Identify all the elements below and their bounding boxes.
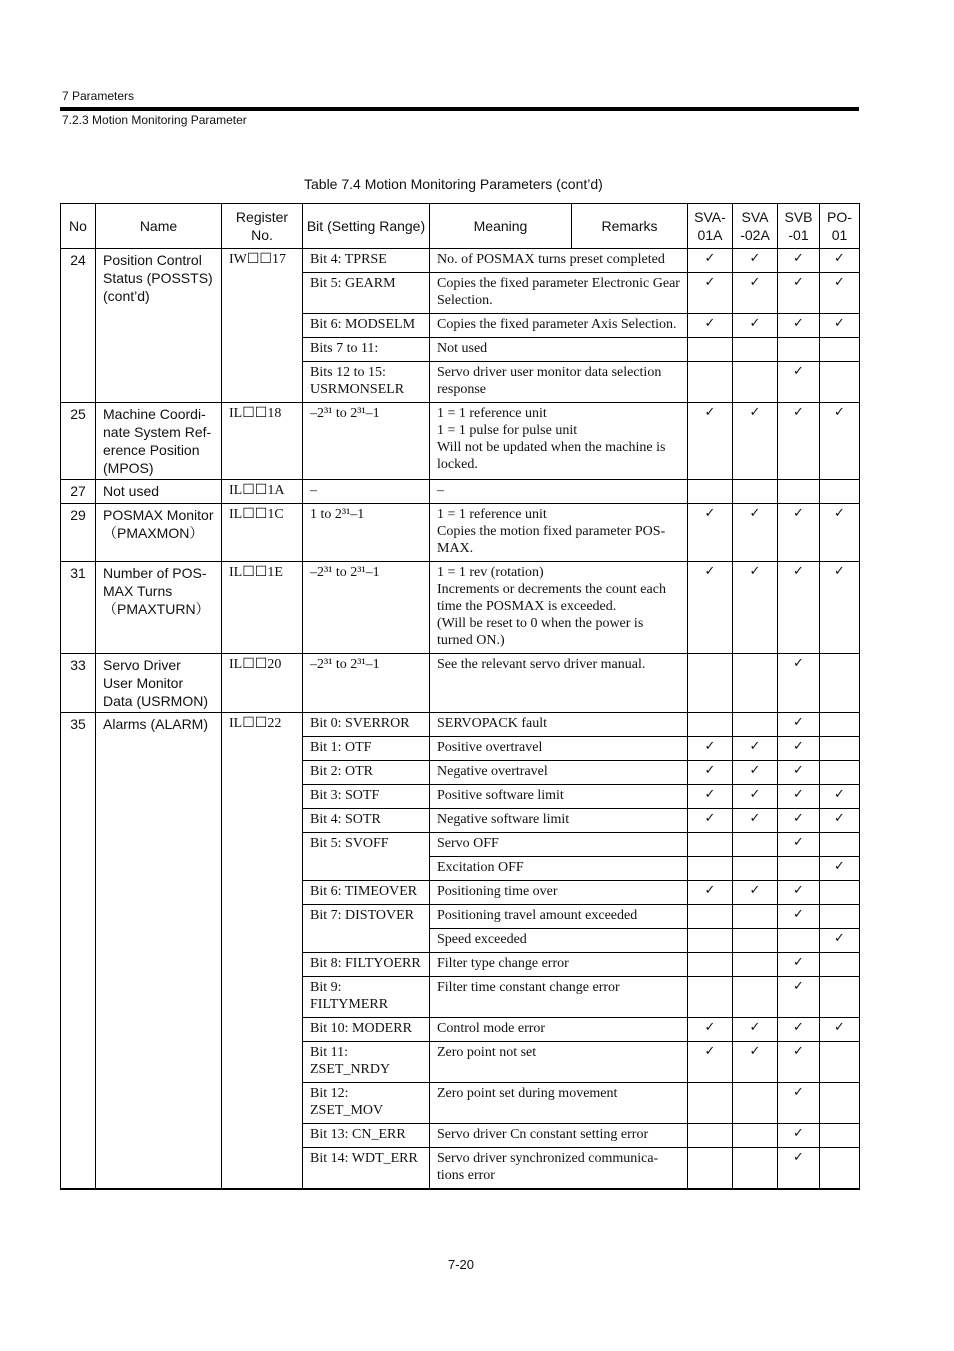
checkmark-icon: ✓ <box>749 763 761 778</box>
checkmark-icon: ✓ <box>834 931 845 946</box>
page-number: 7-20 <box>448 1257 475 1272</box>
col-remarks: Remarks <box>572 204 688 249</box>
checkmark-icon: ✓ <box>793 1150 804 1165</box>
checkmark-icon: ✓ <box>793 656 804 671</box>
meaning-cell: Positive overtravel <box>430 737 688 761</box>
bit-setting: –2³¹ to 2³¹–1 <box>303 654 430 713</box>
check-po01 <box>820 1148 860 1190</box>
bit-setting: Bit 2: OTR <box>303 761 430 785</box>
meaning-cell: Copies the fixed parameter Electronic Gear Selection. <box>430 273 688 314</box>
checkmark-icon: ✓ <box>793 316 804 331</box>
checkmark-icon: ✓ <box>793 979 804 994</box>
check-sva02a <box>733 480 778 504</box>
register-no: IL☐☐1E <box>222 562 303 654</box>
bit-setting: Bit 4: TPRSE <box>303 249 430 273</box>
check-sva02a <box>733 929 778 953</box>
check-sva02a <box>733 338 778 362</box>
bit-setting: Bit 3: SOTF <box>303 785 430 809</box>
check-sva01a <box>688 1042 733 1083</box>
check-sva02a <box>733 1042 778 1083</box>
checkmark-icon: ✓ <box>749 405 761 420</box>
checkmark-icon: ✓ <box>749 787 761 802</box>
checkmark-icon: ✓ <box>704 251 716 266</box>
register-no: IL☐☐20 <box>222 654 303 713</box>
bit-setting: –2³¹ to 2³¹–1 <box>303 562 430 654</box>
check-sva01a <box>688 881 733 905</box>
check-sva01a <box>688 905 733 929</box>
check-sva02a <box>733 273 778 314</box>
col-po01: PO-01 <box>820 204 860 249</box>
checkmark-icon: ✓ <box>793 811 804 826</box>
check-sva01a <box>688 977 733 1018</box>
meaning-cell: Filter type change error <box>430 953 688 977</box>
param-name: Position Control Status (POSSTS) (cont’d) <box>96 249 222 403</box>
checkmark-icon: ✓ <box>704 1044 716 1059</box>
bit-setting: –2³¹ to 2³¹–1 <box>303 403 430 480</box>
checkmark-icon: ✓ <box>749 564 761 579</box>
check-sva02a <box>733 905 778 929</box>
col-svb01: SVB -01 <box>778 204 820 249</box>
check-svb01 <box>778 403 820 480</box>
check-svb01 <box>778 1148 820 1190</box>
bit-setting: Bit 6: TIMEOVER <box>303 881 430 905</box>
check-sva01a <box>688 504 733 562</box>
check-sva01a <box>688 929 733 953</box>
checkmark-icon: ✓ <box>834 859 845 874</box>
table-caption: Table 7.4 Motion Monitoring Parameters (cont’d) <box>304 176 603 192</box>
check-sva02a <box>733 833 778 857</box>
check-svb01 <box>778 809 820 833</box>
register-no: IL☐☐1C <box>222 504 303 562</box>
parameters-table <box>60 203 860 1190</box>
checkmark-icon: ✓ <box>793 1126 804 1141</box>
check-po01 <box>820 654 860 713</box>
checkmark-icon: ✓ <box>704 739 716 754</box>
register-no: IL☐☐18 <box>222 403 303 480</box>
check-sva02a <box>733 809 778 833</box>
check-svb01 <box>778 362 820 403</box>
bit-setting: Bit 5: GEARM <box>303 273 430 314</box>
checkmark-icon: ✓ <box>834 811 845 826</box>
check-sva01a <box>688 713 733 737</box>
meaning-cell: Positioning time over <box>430 881 688 905</box>
check-sva01a <box>688 314 733 338</box>
check-sva02a <box>733 1083 778 1124</box>
table-row <box>61 504 860 562</box>
checkmark-icon: ✓ <box>834 506 845 521</box>
check-svb01 <box>778 249 820 273</box>
checkmark-icon: ✓ <box>793 251 804 266</box>
check-po01 <box>820 737 860 761</box>
check-po01 <box>820 273 860 314</box>
param-name: Servo Driver User Monitor Data (USRMON) <box>96 654 222 713</box>
check-sva01a <box>688 362 733 403</box>
checkmark-icon: ✓ <box>793 907 804 922</box>
check-po01 <box>820 977 860 1018</box>
check-svb01 <box>778 1124 820 1148</box>
bit-setting: Bit 0: SVERROR <box>303 713 430 737</box>
col-meaning: Meaning <box>430 204 572 249</box>
check-po01 <box>820 857 860 881</box>
check-po01 <box>820 504 860 562</box>
table-row <box>61 713 860 737</box>
table-row <box>61 562 860 654</box>
table-row <box>61 249 860 273</box>
checkmark-icon: ✓ <box>793 883 804 898</box>
check-po01 <box>820 1083 860 1124</box>
check-svb01 <box>778 273 820 314</box>
check-po01 <box>820 713 860 737</box>
meaning-cell: Servo driver user monitor data selection response <box>430 362 688 403</box>
check-sva02a <box>733 713 778 737</box>
check-po01 <box>820 314 860 338</box>
meaning-cell: 1 = 1 rev (rotation) Increments or decrements the count each time the POSMAX is exceeded. (Will be reset to 0 when the power is turned ON.) <box>430 562 688 654</box>
meaning-cell: Zero point not set <box>430 1042 688 1083</box>
checkmark-icon: ✓ <box>834 405 845 420</box>
check-sva02a <box>733 857 778 881</box>
chapter-header: 7 Parameters <box>62 89 135 103</box>
check-po01 <box>820 881 860 905</box>
bit-setting: Bit 13: CN_ERR <box>303 1124 430 1148</box>
check-svb01 <box>778 857 820 881</box>
checkmark-icon: ✓ <box>704 316 716 331</box>
param-name: Not used <box>96 480 222 504</box>
check-svb01 <box>778 785 820 809</box>
meaning-cell: Negative software limit <box>430 809 688 833</box>
bit-setting: Bit 8: FILTYOERR <box>303 953 430 977</box>
checkmark-icon: ✓ <box>793 506 804 521</box>
bit-setting: Bit 11: ZSET_NRDY <box>303 1042 430 1083</box>
checkmark-icon: ✓ <box>704 564 716 579</box>
check-sva01a <box>688 953 733 977</box>
bit-setting: Bit 14: WDT_ERR <box>303 1148 430 1190</box>
check-sva01a <box>688 857 733 881</box>
checkmark-icon: ✓ <box>793 715 804 730</box>
check-po01 <box>820 249 860 273</box>
check-sva01a <box>688 403 733 480</box>
check-sva01a <box>688 654 733 713</box>
check-svb01 <box>778 562 820 654</box>
bit-setting: Bit 4: SOTR <box>303 809 430 833</box>
checkmark-icon: ✓ <box>793 275 804 290</box>
bit-setting: Bit 1: OTF <box>303 737 430 761</box>
checkmark-icon: ✓ <box>793 763 804 778</box>
param-name: Machine Coordi-nate System Ref-erence Position (MPOS) <box>96 403 222 480</box>
check-sva01a <box>688 1124 733 1148</box>
check-sva02a <box>733 562 778 654</box>
meaning-cell: Filter time constant change error <box>430 977 688 1018</box>
check-sva02a <box>733 881 778 905</box>
checkmark-icon: ✓ <box>834 564 845 579</box>
check-sva01a <box>688 480 733 504</box>
check-sva01a <box>688 338 733 362</box>
check-svb01 <box>778 953 820 977</box>
bit-setting: Bits 12 to 15: USRMONSELR <box>303 362 430 403</box>
checkmark-icon: ✓ <box>793 364 804 379</box>
checkmark-icon: ✓ <box>749 275 761 290</box>
checkmark-icon: ✓ <box>749 811 761 826</box>
param-no: 31 <box>61 562 96 654</box>
check-sva02a <box>733 785 778 809</box>
check-svb01 <box>778 1018 820 1042</box>
checkmark-icon: ✓ <box>704 1020 716 1035</box>
meaning-cell: SERVOPACK fault <box>430 713 688 737</box>
check-sva01a <box>688 809 733 833</box>
param-name: Number of POS-MAX Turns （PMAXTURN） <box>96 562 222 654</box>
check-svb01 <box>778 713 820 737</box>
checkmark-icon: ✓ <box>793 1044 804 1059</box>
bit-setting: Bit 7: DISTOVER <box>303 905 430 953</box>
bit-setting: Bit 9: FILTYMERR <box>303 977 430 1018</box>
bit-setting: Bit 6: MODSELM <box>303 314 430 338</box>
checkmark-icon: ✓ <box>834 787 845 802</box>
col-no: No <box>61 204 96 249</box>
checkmark-icon: ✓ <box>749 739 761 754</box>
check-po01 <box>820 362 860 403</box>
checkmark-icon: ✓ <box>793 564 804 579</box>
meaning-cell: – <box>430 480 688 504</box>
check-svb01 <box>778 480 820 504</box>
param-no: 33 <box>61 654 96 713</box>
check-sva02a <box>733 737 778 761</box>
check-svb01 <box>778 833 820 857</box>
checkmark-icon: ✓ <box>704 763 716 778</box>
check-po01 <box>820 953 860 977</box>
table-header-row <box>61 204 860 249</box>
check-svb01 <box>778 737 820 761</box>
bit-setting: Bit 12: ZSET_MOV <box>303 1083 430 1124</box>
check-svb01 <box>778 314 820 338</box>
check-svb01 <box>778 881 820 905</box>
check-sva02a <box>733 403 778 480</box>
meaning-cell: 1 = 1 reference unit Copies the motion fixed parameter POS-MAX. <box>430 504 688 562</box>
col-name: Name <box>96 204 222 249</box>
bit-setting: Bit 10: MODERR <box>303 1018 430 1042</box>
checkmark-icon: ✓ <box>704 405 716 420</box>
check-po01 <box>820 833 860 857</box>
check-sva02a <box>733 314 778 338</box>
check-po01 <box>820 338 860 362</box>
param-no: 27 <box>61 480 96 504</box>
check-sva02a <box>733 761 778 785</box>
section-header: 7.2.3 Motion Monitoring Parameter <box>62 113 247 127</box>
bit-setting: – <box>303 480 430 504</box>
check-po01 <box>820 1042 860 1083</box>
checkmark-icon: ✓ <box>749 1020 761 1035</box>
header-rule <box>60 107 859 111</box>
meaning-cell: Servo driver synchronized communica-tions error <box>430 1148 688 1190</box>
checkmark-icon: ✓ <box>793 835 804 850</box>
meaning-cell: Copies the fixed parameter Axis Selection. <box>430 314 688 338</box>
check-sva01a <box>688 1148 733 1190</box>
meaning-cell: Positioning travel amount exceeded <box>430 905 688 929</box>
check-svb01 <box>778 929 820 953</box>
meaning-cell: See the relevant servo driver manual. <box>430 654 688 713</box>
param-no: 24 <box>61 249 96 403</box>
bit-setting: 1 to 2³¹–1 <box>303 504 430 562</box>
meaning-cell: Positive software limit <box>430 785 688 809</box>
checkmark-icon: ✓ <box>834 1020 845 1035</box>
checkmark-icon: ✓ <box>704 787 716 802</box>
check-po01 <box>820 929 860 953</box>
param-name: Alarms (ALARM) <box>96 713 222 1190</box>
check-po01 <box>820 785 860 809</box>
check-svb01 <box>778 654 820 713</box>
col-sva02a: SVA -02A <box>733 204 778 249</box>
register-no: IL☐☐22 <box>222 713 303 1190</box>
checkmark-icon: ✓ <box>834 316 845 331</box>
meaning-cell: No. of POSMAX turns preset completed <box>430 249 688 273</box>
meaning-cell: Excitation OFF <box>430 857 688 881</box>
check-sva02a <box>733 504 778 562</box>
param-no: 35 <box>61 713 96 1190</box>
checkmark-icon: ✓ <box>793 787 804 802</box>
check-svb01 <box>778 1042 820 1083</box>
col-register: Register No. <box>222 204 303 249</box>
check-sva01a <box>688 249 733 273</box>
param-no: 29 <box>61 504 96 562</box>
meaning-cell: Not used <box>430 338 688 362</box>
check-svb01 <box>778 338 820 362</box>
check-sva01a <box>688 1018 733 1042</box>
check-sva02a <box>733 1148 778 1190</box>
check-po01 <box>820 905 860 929</box>
checkmark-icon: ✓ <box>793 405 804 420</box>
bit-setting: Bit 5: SVOFF <box>303 833 430 881</box>
check-svb01 <box>778 504 820 562</box>
param-no: 25 <box>61 403 96 480</box>
check-sva01a <box>688 833 733 857</box>
meaning-cell: Control mode error <box>430 1018 688 1042</box>
check-po01 <box>820 403 860 480</box>
check-sva01a <box>688 761 733 785</box>
checkmark-icon: ✓ <box>793 739 804 754</box>
table-body <box>61 249 860 1190</box>
checkmark-icon: ✓ <box>704 811 716 826</box>
bit-setting: Bits 7 to 11: <box>303 338 430 362</box>
check-sva02a <box>733 1124 778 1148</box>
checkmark-icon: ✓ <box>749 1044 761 1059</box>
check-sva02a <box>733 977 778 1018</box>
checkmark-icon: ✓ <box>834 275 845 290</box>
meaning-cell: 1 = 1 reference unit 1 = 1 pulse for pulse unit Will not be updated when the machine is locked. <box>430 403 688 480</box>
register-no: IL☐☐1A <box>222 480 303 504</box>
check-svb01 <box>778 905 820 929</box>
checkmark-icon: ✓ <box>749 251 761 266</box>
check-sva02a <box>733 953 778 977</box>
checkmark-icon: ✓ <box>793 1020 804 1035</box>
check-sva01a <box>688 273 733 314</box>
checkmark-icon: ✓ <box>704 275 716 290</box>
check-sva01a <box>688 562 733 654</box>
table-row <box>61 480 860 504</box>
check-po01 <box>820 1018 860 1042</box>
meaning-cell: Servo OFF <box>430 833 688 857</box>
check-po01 <box>820 761 860 785</box>
check-po01 <box>820 1124 860 1148</box>
param-name: POSMAX Monitor （PMAXMON） <box>96 504 222 562</box>
checkmark-icon: ✓ <box>793 1085 804 1100</box>
checkmark-icon: ✓ <box>704 883 716 898</box>
check-sva02a <box>733 1018 778 1042</box>
checkmark-icon: ✓ <box>749 883 761 898</box>
col-bit: Bit (Setting Range) <box>303 204 430 249</box>
checkmark-icon: ✓ <box>749 506 761 521</box>
checkmark-icon: ✓ <box>704 506 716 521</box>
check-sva02a <box>733 654 778 713</box>
check-po01 <box>820 809 860 833</box>
register-no: IW☐☐17 <box>222 249 303 403</box>
check-po01 <box>820 562 860 654</box>
meaning-cell: Servo driver Cn constant setting error <box>430 1124 688 1148</box>
check-sva02a <box>733 362 778 403</box>
meaning-cell: Negative overtravel <box>430 761 688 785</box>
col-sva01a: SVA-01A <box>688 204 733 249</box>
meaning-cell: Speed exceeded <box>430 929 688 953</box>
checkmark-icon: ✓ <box>793 955 804 970</box>
meaning-cell: Zero point set during movement <box>430 1083 688 1124</box>
checkmark-icon: ✓ <box>834 251 845 266</box>
check-sva01a <box>688 737 733 761</box>
check-po01 <box>820 480 860 504</box>
check-svb01 <box>778 1083 820 1124</box>
checkmark-icon: ✓ <box>749 316 761 331</box>
table-row <box>61 403 860 480</box>
check-sva01a <box>688 1083 733 1124</box>
table-row <box>61 654 860 713</box>
check-svb01 <box>778 761 820 785</box>
check-svb01 <box>778 977 820 1018</box>
check-sva01a <box>688 785 733 809</box>
check-sva02a <box>733 249 778 273</box>
